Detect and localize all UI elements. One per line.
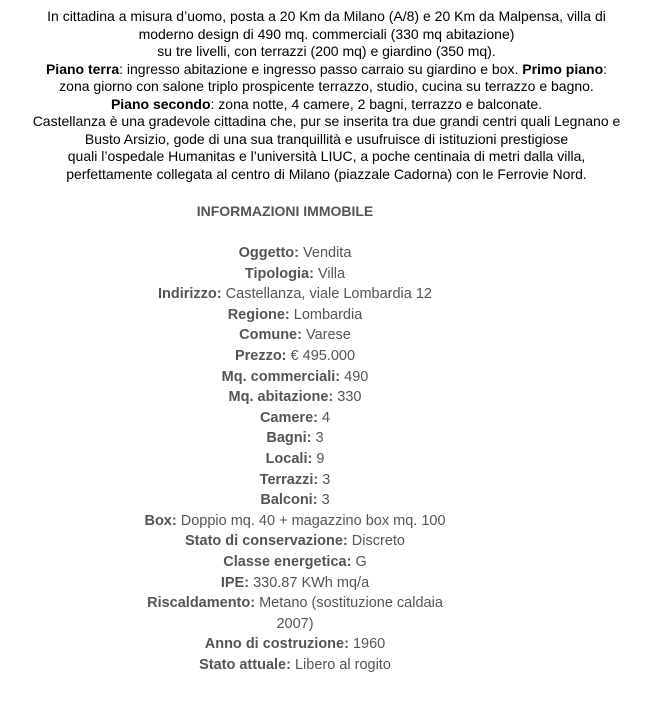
description-line-floors	[0, 61, 653, 79]
info-value: 4	[317, 409, 331, 426]
info-value: Lombardia	[289, 306, 363, 323]
info-label: Terrazzi:	[259, 471, 319, 488]
info-label: Box:	[144, 512, 177, 529]
description-line: Castellanza è una gradevole cittadina che, pur se inserita tra due grandi centri quali Legnano e	[32, 113, 621, 129]
info-row-indirizzo	[0, 284, 590, 305]
info-row-box	[0, 511, 590, 532]
info-label: Prezzo:	[234, 347, 287, 364]
info-label: Balconi:	[260, 492, 318, 509]
info-value: Castellanza, viale Lombardia 12	[221, 286, 432, 303]
description-line: quali l’ospedale Humanitas e l’università LIUC, a poche centinaia di metri dalla villa,	[67, 148, 586, 164]
info-value: Doppio mq. 40 + magazzino box mq. 100	[176, 512, 446, 529]
info-label: Camere:	[259, 409, 318, 426]
info-value: Metano (sostituzione caldaia 2007)	[255, 595, 443, 632]
info-value: Villa	[313, 265, 346, 282]
property-info-list	[0, 243, 590, 675]
info-row-anno-costruzione	[0, 634, 590, 655]
info-row-prezzo	[0, 346, 590, 367]
info-value: G	[351, 553, 367, 570]
info-label: Mq. commerciali:	[221, 368, 341, 385]
info-row-balconi	[0, 490, 590, 511]
info-label: Anno di costruzione:	[204, 636, 349, 653]
info-row-comune	[0, 325, 590, 346]
info-row-mq-abitazione	[0, 387, 590, 408]
info-value: € 495.000	[286, 347, 356, 364]
info-value: Libero al rogito	[290, 656, 391, 673]
description-line: zona giorno con salone triplo prospicente terrazzo, studio, cucina su terrazzo e bagno.	[59, 78, 594, 94]
info-label: Mq. abitazione:	[228, 389, 334, 406]
floor-label-ground: Piano terra	[45, 60, 120, 77]
info-label: Bagni:	[266, 430, 312, 447]
info-value: 330.87 KWh mq/a	[249, 574, 370, 591]
info-row-terrazzi	[0, 470, 590, 491]
info-label: Indirizzo:	[157, 286, 222, 303]
info-label: Stato di conservazione:	[185, 533, 348, 550]
description-line-second-floor	[0, 96, 653, 114]
info-value: 3	[318, 471, 331, 488]
info-row-riscaldamento	[0, 593, 590, 634]
floor-text-first: :	[603, 60, 608, 77]
info-row-camere	[0, 408, 590, 429]
info-label: Locali:	[265, 450, 313, 467]
description-line: su tre livelli, con terrazzi (200 mq) e giardino (350 mq).	[157, 43, 496, 59]
info-label: Comune:	[239, 327, 302, 344]
info-label: Classe energetica:	[223, 553, 352, 570]
info-label: Tipologia:	[244, 265, 314, 282]
floor-text-ground: : ingresso abitazione e ingresso passo carraio su giardino e box.	[119, 60, 523, 77]
floor-text-second: : zona notte, 4 camere, 2 bagni, terrazzo e balconate.	[210, 95, 543, 112]
info-value: 330	[333, 389, 362, 406]
info-row-stato-conservazione	[0, 531, 590, 552]
info-label: IPE:	[220, 574, 250, 591]
info-row-locali	[0, 449, 590, 470]
info-value: 1960	[348, 636, 386, 653]
description-line: In cittadina a misura d’uomo, posta a 20 Km da Milano (A/8) e 20 Km da Malpensa, villa di	[47, 8, 606, 24]
info-value: Discreto	[347, 533, 405, 550]
info-row-oggetto	[0, 243, 590, 264]
info-value: Vendita	[298, 245, 352, 261]
info-wrap	[130, 593, 460, 634]
info-row-ipe	[0, 573, 590, 594]
info-label: Regione:	[227, 306, 290, 323]
info-row-bagni	[0, 428, 590, 449]
description-line: perfettamente collegata al centro di Milano (piazzale Cadorna) con le Ferrovie Nord.	[66, 165, 587, 182]
section-title: INFORMAZIONI IMMOBILE	[196, 203, 374, 219]
info-row-stato-attuale	[0, 655, 590, 676]
description-line: moderno design di 490 mq. commerciali (330 mq abitazione)	[138, 25, 515, 42]
info-label: Oggetto:	[238, 245, 299, 261]
info-label: Riscaldamento:	[147, 595, 256, 612]
info-value: 490	[340, 368, 369, 385]
info-value: 3	[317, 492, 330, 509]
info-label: Stato attuale:	[199, 656, 291, 673]
floor-label-second: Piano secondo	[110, 95, 211, 112]
floor-label-first: Primo piano	[522, 60, 604, 77]
info-value: 3	[311, 430, 324, 447]
info-row-classe-energetica	[0, 552, 590, 573]
description	[0, 0, 653, 183]
info-row-mq-commerciali	[0, 367, 590, 388]
description-line: Busto Arsizio, gode di una sua tranquillità e usufruisce di istituzioni prestigiose	[84, 130, 569, 147]
info-row-tipologia	[0, 264, 590, 285]
info-value: Varese	[301, 327, 351, 344]
info-row-regione	[0, 305, 590, 326]
info-value: 9	[312, 450, 325, 467]
